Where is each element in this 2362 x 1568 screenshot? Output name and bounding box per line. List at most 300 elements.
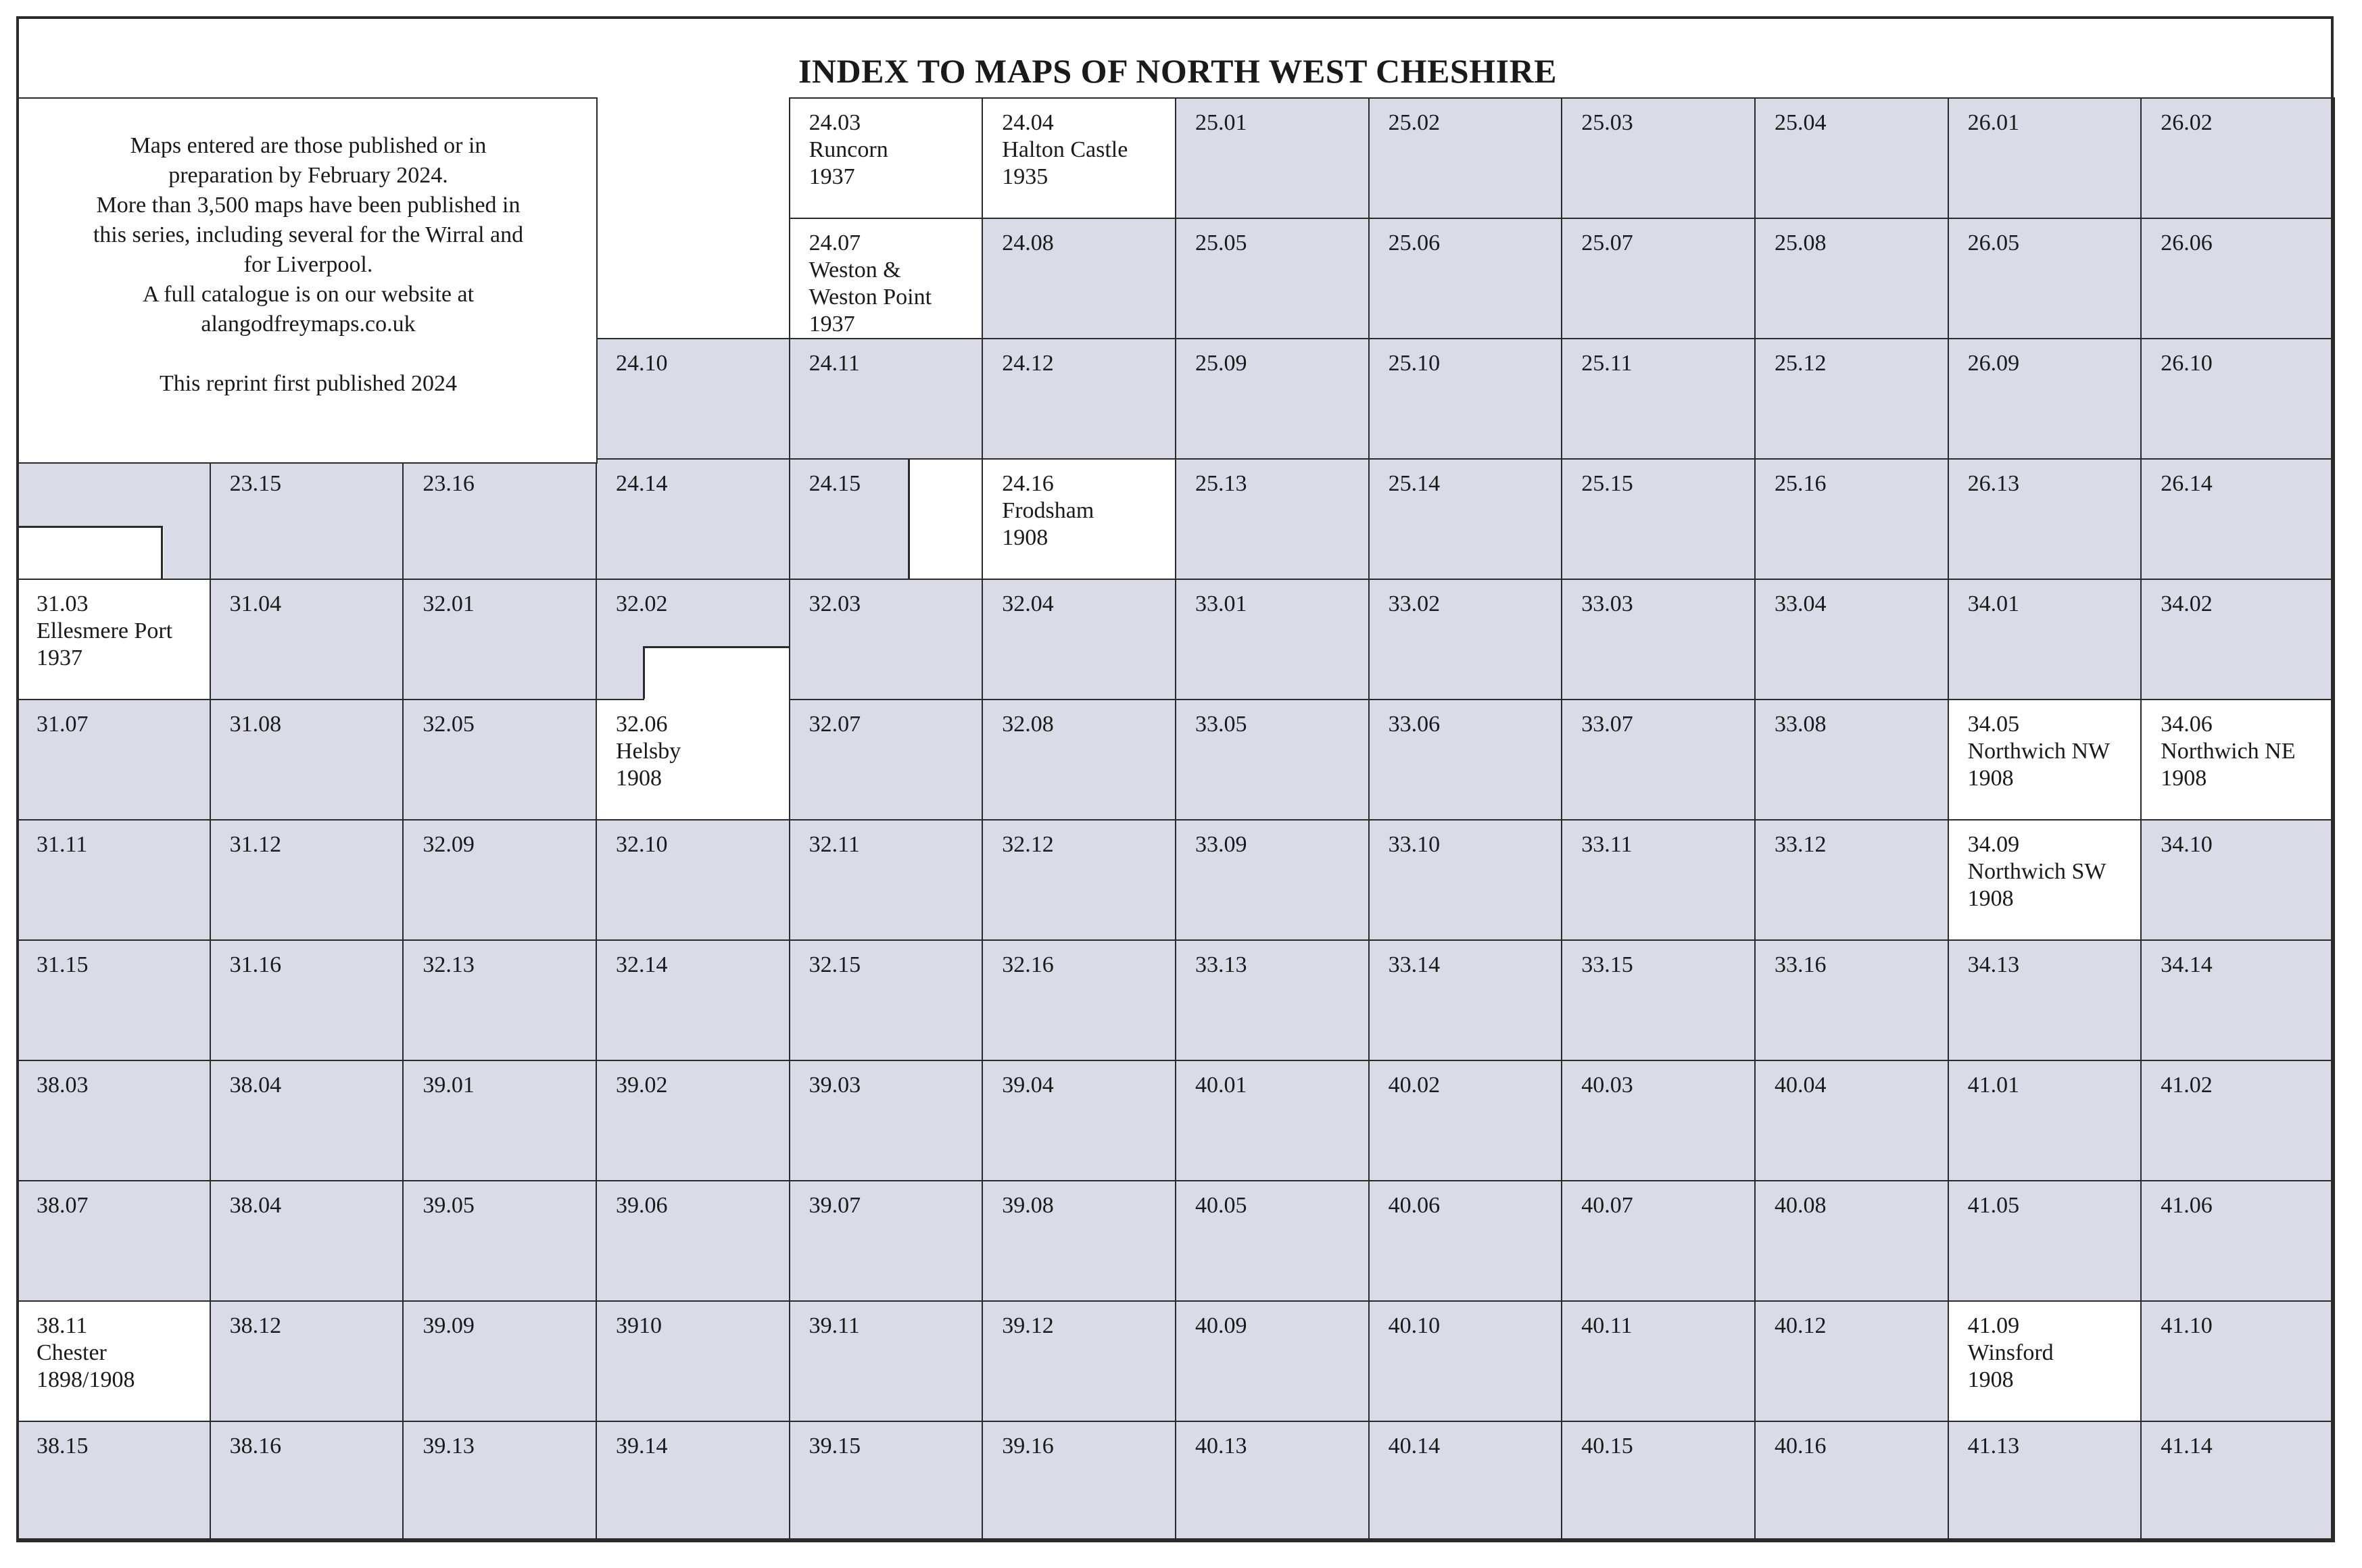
sheet-number: 31.11 [37,832,88,857]
sheet-label [423,591,475,618]
sheet-number: 25.06 [1388,230,1441,255]
map-sheet [982,819,1176,941]
sheet-number: 25.07 [1581,230,1633,255]
sheet-place-name: Halton Castle [1002,137,1128,162]
map-sheet [1948,218,2142,339]
sheet-number: 32.04 [1002,591,1054,616]
map-sheet [402,939,597,1061]
sheet-label [616,1433,668,1460]
map-sheet-named [982,97,1176,219]
map-sheet [1948,579,2142,700]
map-sheet [402,699,597,820]
map-sheet [16,699,211,820]
sheet-label [809,1192,861,1219]
sheet-number: 38.15 [37,1434,89,1459]
sheet-label [1775,230,1827,257]
sheet-number: 24.11 [809,351,860,376]
map-sheet-named [789,218,984,339]
sheet-number: 39.03 [809,1073,861,1098]
sheet-number: 32.10 [615,832,668,857]
sheet-label [1389,230,1441,257]
sheet-number: 25.05 [1195,230,1247,255]
sheet-number: 32.05 [423,712,475,737]
sheet-label [423,470,475,497]
sheet-label [423,831,475,858]
sheet-place-name: Northwich NE [2161,739,2296,764]
map-sheet [1948,1421,2142,1542]
sheet-number: 39.06 [615,1193,668,1218]
map-sheet [210,1421,404,1542]
sheet-number: 23.15 [229,471,282,496]
boundary-line [643,646,790,648]
sheet-label [1002,350,1054,377]
sheet-number: 39.12 [1002,1313,1054,1338]
sheet-number: 40.06 [1388,1193,1441,1218]
sheet-number: 33.16 [1774,952,1827,977]
reprint-note: This reprint first published 2024 [159,371,458,396]
map-sheet [1368,338,1563,460]
sheet-label [1581,230,1633,257]
map-sheet [1175,458,1370,580]
page-title: INDEX TO MAPS OF NORTH WEST CHESHIRE [798,52,1558,90]
info-line: for Liverpool. [243,252,373,277]
map-sheet [2140,458,2335,580]
map-sheet [1754,338,1949,460]
sheet-label [1002,711,1054,738]
sheet-number: 39.14 [615,1434,668,1459]
sheet-label [1389,470,1441,497]
map-sheet [1368,1060,1563,1181]
map-sheet [1368,1180,1563,1302]
sheet-label [230,831,282,858]
sheet-place-name: Northwich NW [1967,739,2111,764]
sheet-label [1775,711,1827,738]
map-sheet [210,1060,404,1181]
sheet-number: 26.09 [1967,351,2020,376]
sheet-label [616,711,681,792]
sheet-label [1581,1433,1633,1460]
sheet-number: 26.10 [2161,351,2213,376]
map-sheet [2140,1421,2335,1542]
map-sheet [1754,579,1949,700]
sheet-label [2161,470,2213,497]
sheet-number: 25.03 [1581,110,1633,135]
map-sheet [982,1300,1176,1422]
sheet-label [1581,1192,1633,1219]
sheet-number: 38.07 [37,1193,89,1218]
sheet-number: 39.08 [1002,1193,1054,1218]
map-sheet [2140,1060,2335,1181]
sheet-number: 32.01 [423,591,475,616]
sheet-number: 24.12 [1002,351,1054,376]
sheet-number: 41.05 [1967,1193,2020,1218]
map-sheet [596,939,790,1061]
sheet-number: 25.01 [1195,110,1247,135]
sheet-place-name: Weston & [809,258,901,283]
info-text [18,131,599,399]
map-sheet [1561,1300,1756,1422]
sheet-label [1775,109,1827,137]
sheet-label [809,591,861,618]
map-index-sheet [16,16,2334,1541]
map-sheet [982,939,1176,1061]
sheet-number: 38.04 [229,1193,282,1218]
sheet-label [423,1072,475,1099]
map-sheet [596,458,790,580]
map-sheet [402,1060,597,1181]
sheet-label [1581,1072,1633,1099]
sheet-number: 34.02 [2161,591,2213,616]
sheet-number: 40.12 [1774,1313,1827,1338]
sheet-number: 40.03 [1581,1073,1633,1098]
sheet-label [230,711,282,738]
sheet-label [423,1192,475,1219]
sheet-place-name: Chester [37,1340,107,1365]
sheet-number: 40.05 [1195,1193,1247,1218]
sheet-number: 40.11 [1581,1313,1633,1338]
sheet-label [809,350,860,377]
sheet-number: 25.16 [1774,471,1827,496]
sheet-label [809,831,860,858]
sheet-number: 39.13 [423,1434,475,1459]
sheet-year: 1937 [809,164,855,189]
sheet-label [1002,470,1094,552]
boundary-line [908,458,910,580]
sheet-number: 39.01 [423,1073,475,1098]
sheet-label [616,1313,662,1340]
sheet-label [809,470,861,497]
sheet-number: 25.10 [1388,351,1441,376]
map-sheet-named [16,579,211,700]
map-sheet [1368,97,1563,219]
sheet-year: 1908 [615,766,662,791]
map-sheet [1175,1300,1370,1422]
helsby-extension [644,647,789,700]
map-sheet [1948,1180,2142,1302]
sheet-number: 41.13 [1967,1434,2020,1459]
map-sheet [1754,1060,1949,1181]
title-band [16,16,2334,97]
sheet-label [2161,109,2213,137]
map-sheet [1368,579,1563,700]
map-sheet [1754,97,1949,219]
sheet-place-name: Weston Point [809,285,932,310]
map-sheet [1561,218,1756,339]
map-sheet [210,458,404,580]
sheet-label [1775,1433,1827,1460]
map-sheet [1561,1180,1756,1302]
sheet-label [2161,1072,2213,1099]
sheet-label [2161,1192,2213,1219]
map-sheet [402,819,597,941]
sheet-number: 26.06 [2161,230,2213,255]
map-sheet [1175,97,1370,219]
sheet-number: 38.12 [229,1313,282,1338]
sheet-label [423,1433,475,1460]
sheet-label [423,711,475,738]
sheet-number: 39.05 [423,1193,475,1218]
sheet-number: 26.14 [2161,471,2213,496]
sheet-label [809,1072,861,1099]
map-sheet [789,939,984,1061]
sheet-label [1581,831,1632,858]
sheet-number: 33.08 [1774,712,1827,737]
sheet-label [1581,591,1633,618]
map-sheet-named [16,1300,211,1422]
sheet-year: 1908 [2161,766,2207,791]
sheet-label [2161,831,2213,858]
map-sheet [16,1060,211,1181]
map-sheet [1754,819,1949,941]
info-line: this series, including several for the Wirral and [93,222,524,247]
sheet-number: 41.01 [1967,1073,2020,1098]
map-sheet [789,338,984,460]
map-sheet [1175,1180,1370,1302]
sheet-number: 24.03 [809,110,861,135]
sheet-label [1002,1313,1054,1340]
sheet-number: 33.09 [1195,832,1247,857]
sheet-year: 1908 [1967,1367,2014,1392]
map-sheet [1754,1300,1949,1422]
sheet-number: 25.12 [1774,351,1827,376]
sheet-number: 39.16 [1002,1434,1054,1459]
sheet-label [37,711,89,738]
map-sheet [596,1060,790,1181]
sheet-label [809,1313,860,1340]
map-sheet [1368,1421,1563,1542]
sheet-place-name: Northwich SW [1967,859,2106,884]
sheet-number: 31.15 [37,952,89,977]
sheet-label [1968,1072,2020,1099]
sheet-label [230,470,282,497]
map-sheet [1948,939,2142,1061]
sheet-year: 1937 [809,312,855,337]
map-sheet [982,1060,1176,1181]
sheet-number: 32.11 [809,832,860,857]
sheet-number: 32.02 [615,591,668,616]
map-sheet [1561,1421,1756,1542]
sheet-label [1002,1072,1054,1099]
sheet-number: 25.04 [1774,110,1827,135]
sheet-label [1389,1313,1441,1340]
map-sheet [1368,939,1563,1061]
blank-sheet [596,97,790,219]
sheet-label [37,1192,89,1219]
sheet-label [616,1192,668,1219]
map-sheet [1175,939,1370,1061]
sheet-year: 1908 [1002,525,1049,550]
sheet-label [1002,831,1054,858]
map-sheet [16,939,211,1061]
sheet-number: 31.08 [229,712,282,737]
sheet-number: 34.06 [2161,712,2213,737]
sheet-number: 26.02 [2161,110,2213,135]
sheet-number: 39.09 [423,1313,475,1338]
sheet-label [230,1313,282,1340]
map-sheet [982,338,1176,460]
map-sheet-named [1948,699,2142,820]
sheet-label [37,831,87,858]
sheet-label [230,952,282,979]
sheet-label [1775,831,1827,858]
sheet-number: 41.09 [1967,1313,2020,1338]
sheet-label [37,952,89,979]
map-sheet [1754,699,1949,820]
map-sheet [2140,97,2335,219]
map-sheet [596,1180,790,1302]
sheet-number: 39.04 [1002,1073,1054,1098]
map-sheet [402,579,597,700]
sheet-label [2161,952,2213,979]
sheet-label [37,1313,135,1394]
sheet-number: 32.15 [809,952,861,977]
map-sheet [16,1421,211,1542]
sheet-label [1775,470,1827,497]
sheet-number: 31.04 [229,591,282,616]
map-sheet [402,1180,597,1302]
sheet-number: 34.09 [1967,832,2020,857]
sheet-label [1195,1192,1247,1219]
sheet-number: 32.12 [1002,832,1054,857]
sheet-label [616,591,668,618]
sheet-label [2161,230,2213,257]
sheet-label [423,1313,475,1340]
sheet-label [1968,591,2020,618]
map-sheet [2140,939,2335,1061]
sheet-number: 32.16 [1002,952,1054,977]
sheet-number: 40.10 [1388,1313,1441,1338]
sheet-number: 33.01 [1195,591,1247,616]
map-sheet [1368,819,1563,941]
map-sheet [982,579,1176,700]
sheet-number: 24.14 [615,471,668,496]
sheet-number: 34.05 [1967,712,2020,737]
sheet-number: 24.08 [1002,230,1054,255]
sheet-number: 39.11 [809,1313,860,1338]
map-sheet [1948,1060,2142,1181]
info-line: alangodfreymaps.co.uk [201,312,416,337]
sheet-number: 25.08 [1774,230,1827,255]
sheet-number: 39.15 [809,1434,861,1459]
map-sheet [982,1180,1176,1302]
map-sheet [596,1421,790,1542]
sheet-number: 32.06 [615,712,668,737]
info-line: A full catalogue is on our website at [142,282,475,307]
map-sheet [1754,1421,1949,1542]
sheet-label [2161,591,2213,618]
sheet-number: 32.09 [423,832,475,857]
map-sheet [1561,338,1756,460]
sheet-label [1968,1192,2020,1219]
sheet-number: 24.04 [1002,110,1054,135]
sheet-label [1195,1433,1247,1460]
sheet-label [37,1433,89,1460]
sheet-label [616,952,668,979]
sheet-label [1389,711,1441,738]
sheet-number: 25.13 [1195,471,1247,496]
sheet-label [1195,952,1247,979]
boundary-line [161,526,163,579]
sheet-number: 25.14 [1388,471,1441,496]
map-sheet [1561,699,1756,820]
map-sheet [2140,579,2335,700]
sheet-year: 1937 [37,645,82,670]
map-sheet-named [982,458,1176,580]
sheet-label [230,1192,282,1219]
sheet-number: 34.13 [1967,952,2020,977]
sheet-label [1389,350,1441,377]
map-sheet [2140,1180,2335,1302]
map-sheet [1175,819,1370,941]
sheet-label [230,1433,282,1460]
map-sheet [1175,1421,1370,1542]
sheet-year: 1908 [1967,886,2014,911]
sheet-number: 38.04 [229,1073,282,1098]
sheet-label [1002,109,1128,191]
sheet-label [1195,230,1247,257]
sheet-number: 40.04 [1774,1073,1827,1098]
map-sheet [789,579,984,700]
sheet-number: 40.08 [1774,1193,1827,1218]
sheet-number: 33.14 [1388,952,1441,977]
sheet-label [1195,350,1247,377]
map-sheet [1175,699,1370,820]
map-sheet [789,1300,984,1422]
sheet-number: 23.16 [423,471,475,496]
sheet-number: 40.09 [1195,1313,1247,1338]
map-sheet [1561,458,1756,580]
map-sheet [1948,338,2142,460]
map-sheet [982,1421,1176,1542]
sheet-label [2161,1313,2213,1340]
sheet-number: 33.11 [1581,832,1633,857]
map-sheet [1754,1180,1949,1302]
sheet-number: 33.04 [1774,591,1827,616]
map-sheet [982,699,1176,820]
sheet-label [1775,1192,1827,1219]
boundary-line [643,646,645,699]
map-sheet [1561,579,1756,700]
map-sheet [210,939,404,1061]
map-sheet [402,458,597,580]
blank-sheet [596,218,790,339]
sheet-label [230,1072,282,1099]
map-sheet [1561,97,1756,219]
frodsham-extension [909,460,982,579]
map-sheet [1368,218,1563,339]
sheet-number: 33.12 [1774,832,1827,857]
sheet-number: 32.13 [423,952,475,977]
map-sheet [1561,819,1756,941]
sheet-label [1581,470,1633,497]
sheet-number: 3910 [615,1313,662,1338]
sheet-number: 24.16 [1002,471,1054,496]
sheet-number: 41.14 [2161,1434,2213,1459]
sheet-label [1968,470,2020,497]
sheet-year: 1908 [1967,766,2014,791]
map-sheet [982,218,1176,339]
map-sheet-named [2140,699,2335,820]
sheet-label [1581,350,1632,377]
sheet-label [1195,711,1247,738]
sheet-number: 25.11 [1581,351,1633,376]
map-sheet [210,1180,404,1302]
map-sheet [789,699,984,820]
sheet-label [1002,952,1054,979]
sheet-number: 38.03 [37,1073,89,1098]
sheet-number: 26.05 [1967,230,2020,255]
map-sheet-named [1948,1300,2142,1422]
